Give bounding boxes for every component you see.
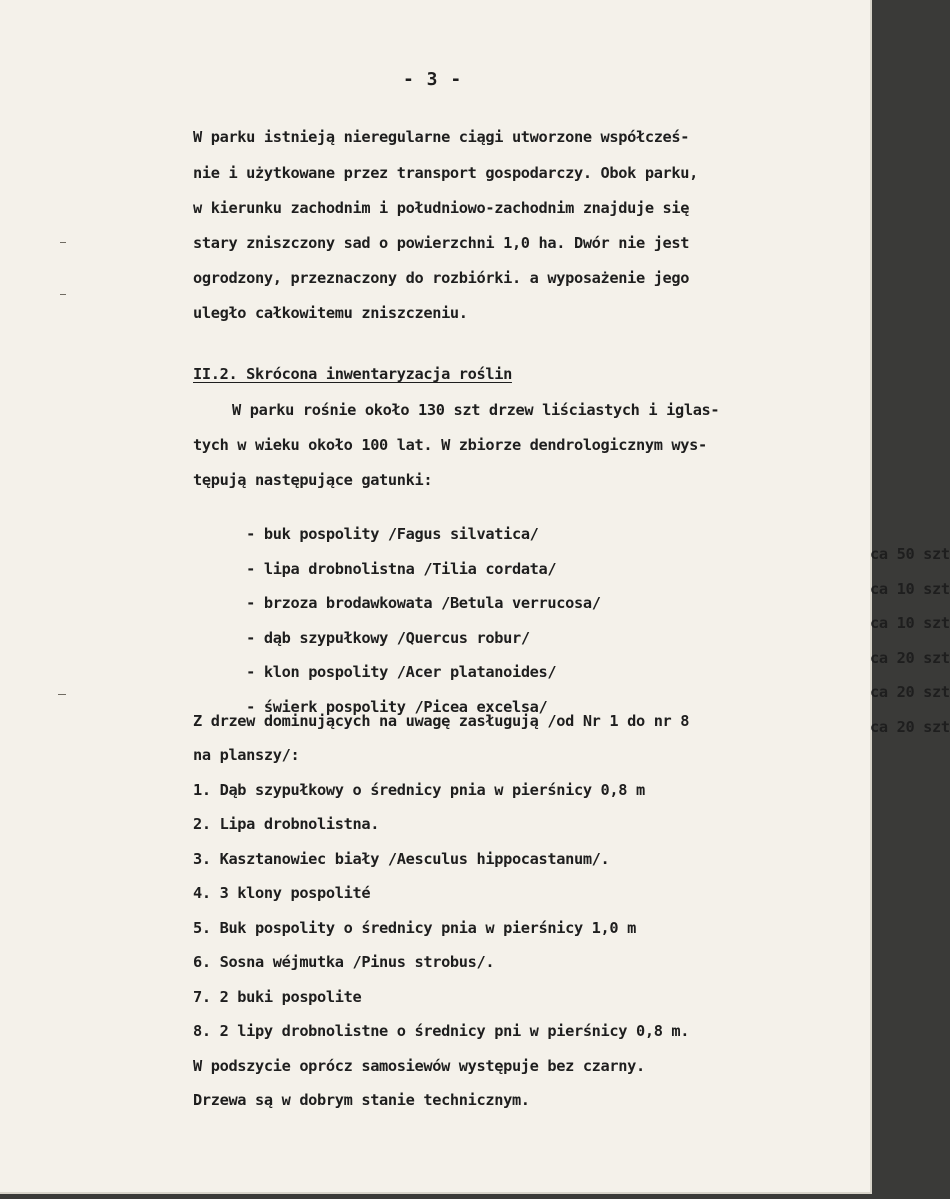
species-amount: ca 50 szt xyxy=(870,545,950,563)
paragraph-line: uległo całkowitemu zniszczeniu. xyxy=(193,304,468,322)
species-amount: ca 10 szt xyxy=(870,614,950,632)
margin-mark xyxy=(60,294,66,295)
margin-mark xyxy=(60,242,66,243)
list-item: 8. 2 lipy drobnolistne o średnicy pni w pierśnicy 0,8 m. xyxy=(193,1022,690,1040)
paragraph-line: na planszy/: xyxy=(193,746,300,764)
paragraph-line: W parku rośnie około 130 szt drzew liściastych i iglas- xyxy=(232,401,720,419)
list-item: 4. 3 klony pospolité xyxy=(193,884,371,902)
paragraph-line: stary zniszczony sad o powierzchni 1,0 ha. Dwór nie jest xyxy=(193,234,690,252)
list-item: 6. Sosna wéjmutka /Pinus strobus/. xyxy=(193,953,495,971)
margin-mark xyxy=(58,694,66,695)
paragraph-line: tych w wieku około 100 lat. W zbiorze dendrologicznym wys- xyxy=(193,436,707,454)
paragraph-line: W podszycie oprócz samosiewów występuje bez czarny. xyxy=(193,1057,645,1075)
species-amount: ca 20 szt xyxy=(870,649,950,667)
list-item: 1. Dąb szypułkowy o średnicy pnia w pierśnicy 0,8 m xyxy=(193,781,645,799)
species-name: - dąb szypułkowy /Quercus robur/ xyxy=(246,629,530,647)
paragraph-line: W parku istnieją nieregularne ciągi utworzone współcześ- xyxy=(193,128,690,146)
page-number: - 3 - xyxy=(403,69,463,90)
species-amount: ca 20 szt xyxy=(870,683,950,701)
species-amount: ca 20 szt xyxy=(870,718,950,736)
species-name: - klon pospolity /Acer platanoides/ xyxy=(246,663,557,681)
species-name: - świerk pospolity /Picea excelsa/ xyxy=(246,698,548,716)
species-name: - brzoza brodawkowata /Betula verrucosa/ xyxy=(246,594,601,612)
section-heading: II.2. Skrócona inwentaryzacja roślin xyxy=(193,365,512,383)
species-name: - buk pospolity /Fagus silvatica/ xyxy=(246,525,539,543)
paragraph-line: w kierunku zachodnim i południowo-zachodnim znajduje się xyxy=(193,199,690,217)
list-item: 3. Kasztanowiec biały /Aesculus hippocastanum/. xyxy=(193,850,610,868)
list-item: 5. Buk pospolity o średnicy pnia w pierśnicy 1,0 m xyxy=(193,919,636,937)
list-item: 7. 2 buki pospolite xyxy=(193,988,362,1006)
paragraph-line: tępują następujące gatunki: xyxy=(193,471,433,489)
paragraph-line: nie i użytkowane przez transport gospodarczy. Obok parku, xyxy=(193,164,698,182)
species-amount: ca 10 szt xyxy=(870,580,950,598)
list-item: 2. Lipa drobnolistna. xyxy=(193,815,380,833)
paragraph-line: Z drzew dominujących na uwagę zasługują /od Nr 1 do nr 8 xyxy=(193,712,690,730)
paragraph-line: Drzewa są w dobrym stanie technicznym. xyxy=(193,1091,530,1109)
species-name: - lipa drobnolistna /Tilia cordata/ xyxy=(246,560,557,578)
paragraph-line: ogrodzony, przeznaczony do rozbiórki. a wyposażenie jego xyxy=(193,269,690,287)
